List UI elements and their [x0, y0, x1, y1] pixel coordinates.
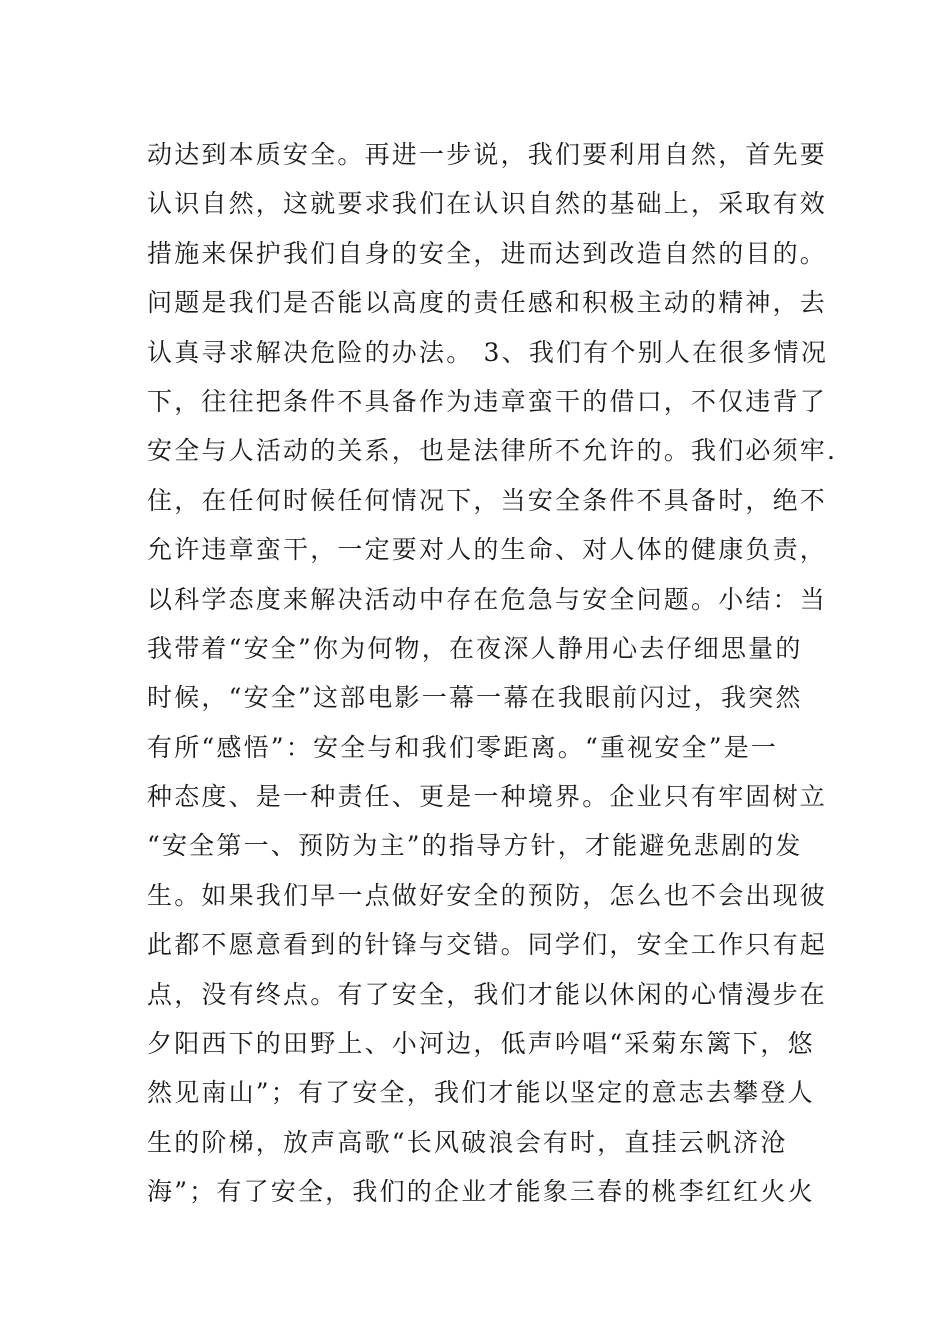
text-line: 住，在任何时候任何情况下，当安全条件不具备时，绝不 — [147, 485, 828, 515]
text-line: 生的阶梯，放声高歌“长风破浪会有时，直挂云帆济沧 — [147, 1127, 788, 1157]
body-text — [147, 130, 838, 1217]
text-line: 然见南山”；有了安全，我们才能以坚定的意志去攀登人 — [147, 1078, 815, 1108]
text-line: 有所“感悟”：安全与和我们零距离。“重视安全”是一 — [147, 732, 779, 762]
text-line: 时候，“安全”这部电影一幕一幕在我眼前闪过，我突然 — [147, 683, 803, 713]
text-line: 种态度、是一种责任、更是一种境界。企业只有牢固树立 — [147, 782, 828, 812]
text-line: 认识自然，这就要求我们在认识自然的基础上，采取有效 — [147, 189, 828, 219]
text-line: 动达到本质安全。再进一步说，我们要利用自然，首先要 — [147, 140, 828, 169]
text-line: 安全与人活动的关系，也是法律所不允许的。我们必须牢. — [147, 436, 838, 466]
text-line: 夕阳西下的田野上、小河边，低声吟唱“采菊东篱下，悠 — [147, 1029, 815, 1059]
text-line: 此都不愿意看到的针锋与交错。同学们，安全工作只有起 — [147, 930, 828, 960]
text-line: 生。如果我们早一点做好安全的预防，怎么也不会出现彼 — [147, 880, 828, 910]
text-line: 认真寻求解决危险的办法。 3、我们有个别人在很多情况 — [147, 337, 829, 367]
text-line: 下，往往把条件不具备作为违章蛮干的借口，不仅违背了 — [147, 386, 828, 416]
text-line: 我带着“安全”你为何物，在夜深人静用心去仔细思量的 — [147, 633, 803, 663]
text-line: 允许违章蛮干，一定要对人的生命、对人体的健康负责， — [147, 535, 828, 565]
text-line: 海”；有了安全，我们的企业才能象三春的桃李红红火火 — [147, 1177, 815, 1207]
text-line: 问题是我们是否能以高度的责任感和积极主动的精神，去 — [147, 288, 828, 318]
text-line: 点，没有终点。有了安全，我们才能以休闲的心情漫步在 — [147, 979, 828, 1009]
text-line: 措施来保护我们自身的安全，进而达到改造自然的目的。 — [147, 238, 828, 268]
text-line: 以科学态度来解决活动中存在危急与安全问题。小结：当 — [147, 584, 828, 614]
text-line: “安全第一、预防为主”的指导方针，才能避免悲剧的发 — [147, 831, 803, 861]
